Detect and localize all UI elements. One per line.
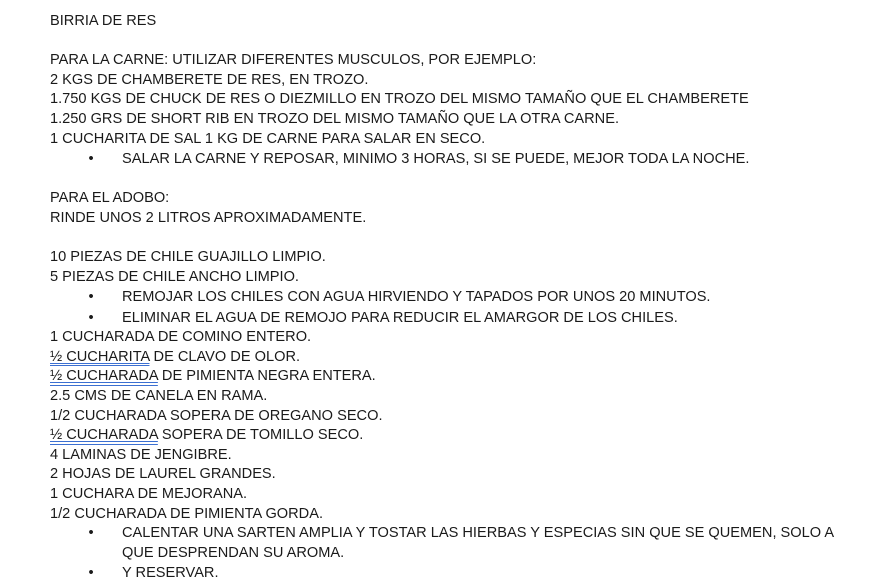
spice-line: ½ CUCHARITA DE CLAVO DE OLOR. xyxy=(50,348,301,365)
meat-bullet-item xyxy=(50,149,855,170)
spice-line: ½ CUCHARADA DE PIMIENTA NEGRA ENTERA. xyxy=(50,368,376,385)
spice-line: 1 CUCHARADA DE COMINO ENTERO. xyxy=(50,329,312,346)
chile-bullet-item xyxy=(50,287,855,308)
spelling-flagged-quantity[interactable]: ½ CUCHARITA xyxy=(50,348,150,365)
spice-line: 4 LAMINAS DE JENGIBRE. xyxy=(50,446,232,463)
bullet-text: Y RESERVAR. xyxy=(122,565,219,582)
bullet-text: ELIMINAR EL AGUA DE REMOJO PARA REDUCIR EL AMARGOR DE LOS CHILES. xyxy=(122,309,678,326)
blank-line xyxy=(50,32,855,52)
meat-heading: PARA LA CARNE: UTILIZAR DIFERENTES MUSCULOS, POR EJEMPLO: xyxy=(50,52,537,69)
chile-line: 5 PIEZAS DE CHILE ANCHO LIMPIO. xyxy=(50,268,299,285)
bullet-text: REMOJAR LOS CHILES CON AGUA HIRVIENDO Y TAPADOS POR UNOS 20 MINUTOS. xyxy=(122,289,711,306)
adobo-heading: PARA EL ADOBO: xyxy=(50,190,170,207)
spice-line: 1 CUCHARA DE MEJORANA. xyxy=(50,485,248,502)
blank-line xyxy=(50,228,855,248)
spice-line: ½ CUCHARADA SOPERA DE TOMILLO SECO. xyxy=(50,427,364,444)
meat-line: 1.750 KGS DE CHUCK DE RES O DIEZMILLO EN TROZO DEL MISMO TAMAÑO QUE EL CHAMBERETE xyxy=(50,91,749,108)
spelling-flagged-quantity[interactable]: ½ CUCHARADA xyxy=(50,368,158,385)
spice-line: 2 HOJAS DE LAUREL GRANDES. xyxy=(50,466,276,483)
adobo-yield: RINDE UNOS 2 LITROS APROXIMADAMENTE. xyxy=(50,209,367,226)
recipe-title: BIRRIA DE RES xyxy=(50,13,157,29)
bullet-dot: • xyxy=(88,289,94,306)
bullet-dot: • xyxy=(88,151,94,168)
reserve-bullet-item xyxy=(50,563,855,584)
blank-line xyxy=(50,170,855,190)
chile-line: 10 PIEZAS DE CHILE GUAJILLO LIMPIO. xyxy=(50,249,326,266)
bullet-dot: • xyxy=(88,565,94,582)
bullet-text: CALENTAR UNA SARTEN AMPLIA Y TOSTAR LAS HIERBAS Y ESPECIAS SIN QUE SE QUEMEN, SOLO A QUE DESPRENDAN SU AROMA. xyxy=(122,525,834,561)
spice-line: 2.5 CMS DE CANELA EN RAMA. xyxy=(50,388,268,404)
meat-line: 1.250 GRS DE SHORT RIB EN TROZO DEL MISMO TAMAÑO QUE LA OTRA CARNE. xyxy=(50,110,620,127)
chile-bullet-item xyxy=(50,308,855,329)
spice-line: 1/2 CUCHARADA DE PIMIENTA GORDA. xyxy=(50,505,324,522)
bullet-text: SALAR LA CARNE Y REPOSAR, MINIMO 3 HORAS, SI SE PUEDE, MEJOR TODA LA NOCHE. xyxy=(122,151,750,168)
meat-line: 1 CUCHARITA DE SAL 1 KG DE CARNE PARA SALAR EN SECO. xyxy=(50,130,486,147)
spice-line: 1/2 CUCHARADA SOPERA DE OREGANO SECO. xyxy=(50,407,383,424)
bullet-dot: • xyxy=(88,525,94,542)
meat-line: 2 KGS DE CHAMBERETE DE RES, EN TROZO. xyxy=(50,71,369,88)
bullet-dot: • xyxy=(88,309,94,326)
spelling-flagged-quantity[interactable]: ½ CUCHARADA xyxy=(50,427,158,444)
toast-bullet-item xyxy=(50,524,857,563)
